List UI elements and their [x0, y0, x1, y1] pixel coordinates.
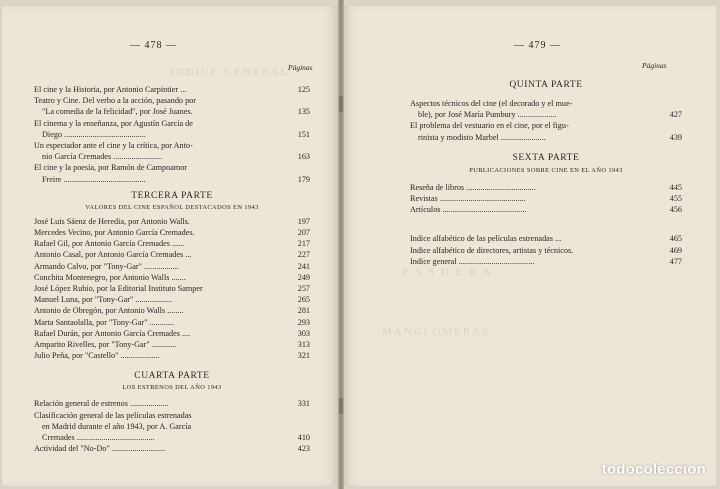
left-paginas-label: Páginas: [288, 63, 313, 72]
toc-entry-text: "La comedia de la felicidad", por José Juanes.: [42, 107, 193, 117]
toc-page-number: 179: [295, 174, 310, 185]
toc-entry-text: Conchita Montenegro, por Antonio Walls .......: [34, 272, 186, 282]
toc-page-number: 313: [295, 339, 310, 350]
toc-entry: [410, 98, 682, 120]
sexta-subheading: PUBLICACIONES SOBRE CINE EN EL AÑO 1943: [469, 166, 623, 174]
toc-page-number: 445: [667, 182, 682, 193]
toc-entry-text: Antonio Casal, por Antonio García Cremades ...: [34, 250, 192, 260]
toc-entry-text: Cremades ......................................: [42, 433, 155, 443]
toc-entry-text: José López Rubio, por la Editorial Instituto Samper: [34, 284, 203, 294]
toc-entry: [34, 261, 310, 272]
sexta-heading: SEXTA PARTE: [512, 152, 580, 163]
toc-entry-text: José Luis Sáenz de Heredia, por Antonio Walls.: [34, 216, 190, 226]
toc-entry: [34, 350, 310, 361]
toc-page-number: 293: [295, 317, 310, 328]
toc-page-number: 439: [667, 132, 682, 143]
toc-page-number: 303: [295, 328, 310, 339]
toc-entry: [34, 118, 310, 140]
toc-entry-text: Indice alfabético de las películas estrenadas ...: [410, 234, 562, 244]
toc-entry-text: Julio Peña, por "Castello" ...................: [34, 351, 160, 361]
toc-entry-text: Teatro y Cine. Del verbo a la acción, pasando por: [34, 96, 196, 106]
toc-page-number: 321: [295, 350, 310, 361]
toc-entry: [34, 398, 310, 409]
toc-page-number: 477: [667, 256, 682, 267]
toc-entry: [34, 305, 310, 316]
toc-page-number: 135: [295, 106, 310, 117]
toc-entry-text: Mercedes Vecino, por Antonio García Cremades.: [34, 228, 195, 238]
toc-page-number: 257: [295, 283, 310, 294]
toc-entry: [410, 245, 682, 256]
toc-page-number: 227: [295, 249, 310, 260]
toc-entry: [410, 204, 682, 215]
toc-page-number: 465: [667, 233, 682, 244]
toc-entry: [34, 283, 310, 294]
toc-entry-text: Antonio de Obregón, por Antonio Walls ........: [34, 306, 184, 316]
toc-page-number: 249: [295, 272, 310, 283]
toc-page-number: 469: [667, 245, 682, 256]
show-through-text: MANGLOMERAS: [382, 326, 491, 338]
toc-entry: [34, 294, 310, 305]
toc-page-number: 125: [295, 84, 310, 95]
tercera-entries: [34, 216, 310, 362]
toc-entry-text: El cine y la Historia, por Antonio Carpintier ...: [34, 85, 187, 94]
tercera-subheading: VALORES DEL CINE ESPAÑOL DESTACADOS EN 1943: [85, 203, 259, 211]
toc-page-number: 423: [295, 443, 310, 454]
quinta-entries: [410, 98, 682, 143]
toc-entry: [410, 193, 682, 204]
toc-entry-text: Manuel Luna, por "Tony-Gar" ..................: [34, 295, 173, 305]
toc-page-number: 281: [295, 305, 310, 316]
toc-entry: [34, 95, 310, 117]
toc-entry-text: Indice general .....................................: [410, 256, 535, 266]
left-page: [2, 6, 340, 486]
toc-page-number: 241: [295, 261, 310, 272]
indices-entries: [410, 233, 682, 267]
toc-entry-text: Rafael Gil, por Antonio García Cremades ......: [34, 239, 185, 249]
toc-entry: [410, 256, 682, 267]
watermark-logo: todocoleccion: [601, 461, 706, 478]
toc-entry-text: Artículos .........................................: [410, 205, 527, 215]
toc-entry: [34, 339, 310, 350]
toc-page-number: 265: [295, 294, 310, 305]
left-toc: [34, 84, 310, 454]
toc-entry-text: Freire ........................................: [42, 174, 146, 184]
cuarta-subheading: LOS ESTRENOS DEL AÑO 1943: [122, 384, 222, 392]
toc-entry-text: Actividad del "No-Do" ..........................: [34, 444, 166, 454]
toc-entry: [410, 233, 682, 244]
toc-entry: [34, 216, 310, 227]
toc-entry-text: Relación general de estrenos ...................: [34, 399, 169, 409]
sexta-entries: [410, 182, 682, 216]
toc-entry: [34, 140, 310, 162]
toc-entry: [34, 249, 310, 260]
toc-page-number: 163: [295, 151, 310, 162]
toc-entry: [34, 162, 310, 184]
toc-entry-text: rinista y modisto Marbel ......................: [418, 132, 546, 142]
quinta-heading: QUINTA PARTE: [509, 80, 583, 90]
right-page-number: — 479 —: [514, 40, 561, 51]
staple: [339, 96, 343, 112]
cuarta-entries: [34, 398, 310, 454]
toc-entry-text: El problema del vestuario en el cine, por el figu-: [410, 121, 569, 131]
toc-entry-text: Indice alfabético de directores, artistas y técnicos.: [410, 245, 574, 255]
left-page-number: — 478 —: [130, 40, 177, 51]
toc-entry: [34, 227, 310, 238]
right-paginas-label: Páginas: [642, 61, 667, 70]
show-through-text: P A S D E R A: [402, 266, 493, 278]
toc-entry-text: en Madrid durante el año 1943, por A. García: [42, 421, 192, 431]
toc-entry-text: Aspectos técnicos del cine (el decorado y el mue-: [410, 99, 573, 108]
book-gutter: [338, 0, 344, 489]
toc-page-number: 217: [295, 238, 310, 249]
toc-entry-text: Amparito Rivelles, por "Tony-Gar" ............: [34, 340, 177, 350]
toc-entry-text: Armando Calvo, por "Tony-Gar" .................: [34, 261, 179, 271]
toc-page-number: 427: [667, 109, 682, 120]
cuarta-heading: CUARTA PARTE: [134, 371, 210, 382]
toc-entry-text: Rafael Durán, por Antonio García Cremades ....: [34, 328, 191, 338]
toc-entry: [34, 317, 310, 328]
staple: [339, 398, 343, 414]
toc-entry: [34, 443, 310, 454]
left-top-entries: [34, 84, 310, 185]
toc-page-number: 151: [295, 129, 310, 140]
toc-page-number: 331: [295, 398, 310, 409]
toc-entry: [34, 84, 310, 95]
toc-entry-text: Reseña de libros ..................................: [410, 182, 536, 192]
toc-entry-text: Clasificación general de las películas estrenadas: [34, 410, 192, 420]
tercera-heading: TERCERA PARTE: [131, 190, 213, 201]
toc-entry-text: ble), por José María Pumbury ...................: [418, 110, 557, 120]
toc-page-number: 207: [295, 227, 310, 238]
toc-page-number: 197: [295, 216, 310, 227]
toc-entry: [410, 182, 682, 193]
right-page: [342, 6, 716, 486]
toc-entry-text: Un espectador ante el cine y la crítica, por Anto-: [34, 141, 193, 151]
toc-entry-text: nio García Cremades ........................: [42, 152, 163, 162]
show-through-text: INDICE GENERAL: [170, 66, 290, 78]
toc-entry-text: El cine y la poesía, por Ramón de Campoamor: [34, 163, 188, 173]
toc-page-number: 410: [295, 432, 310, 443]
toc-page-number: 456: [667, 204, 682, 215]
toc-entry: [34, 328, 310, 339]
right-toc: [410, 80, 682, 267]
toc-entry-text: Diego ........................................: [42, 129, 146, 139]
toc-page-number: 455: [667, 193, 682, 204]
toc-entry: [34, 410, 310, 444]
toc-entry-text: Revistas ..........................................: [410, 194, 526, 204]
toc-entry: [410, 120, 682, 142]
toc-entry: [34, 238, 310, 249]
toc-entry: [34, 272, 310, 283]
toc-entry-text: El cinema y la enseñanza, por Agustín García de: [34, 118, 193, 128]
toc-entry-text: Marta Santaolalla, por "Tony-Gar" ............: [34, 317, 175, 327]
